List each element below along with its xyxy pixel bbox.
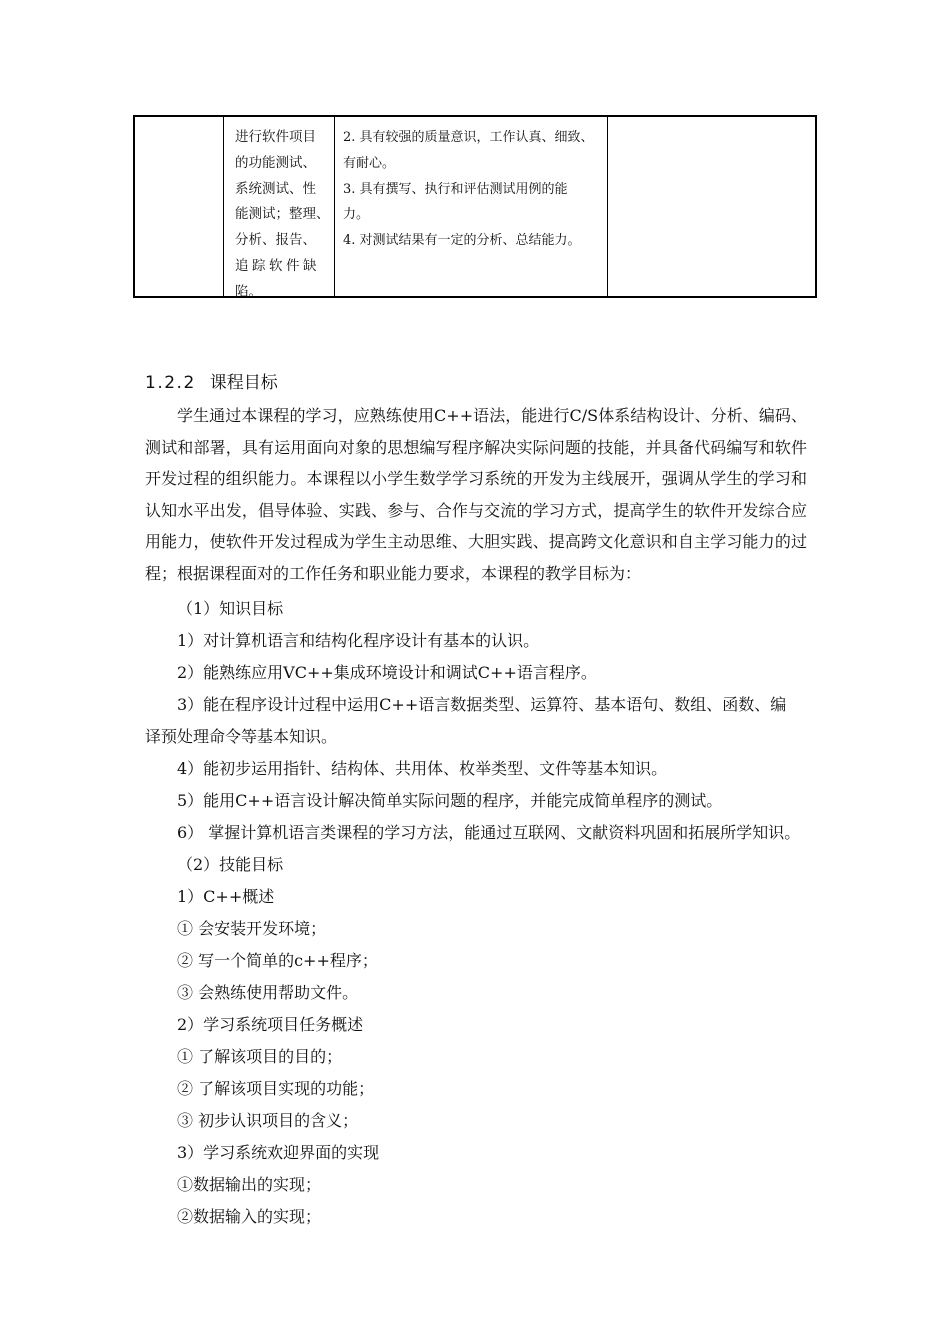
task-line: 进行软件项目 <box>235 129 316 145</box>
skill-goals-heading: （2）技能目标 <box>177 855 284 874</box>
ability-line: 4. 对测试结果有一定的分析、总结能力。 <box>343 233 581 249</box>
list-item: ① 会安装开发环境； <box>177 919 327 938</box>
list-item: ③ 会熟练使用帮助文件。 <box>177 983 359 1002</box>
list-item: 1）对计算机语言和结构化程序设计有基本的认识。 <box>177 631 540 650</box>
section-number: 1.2.2 <box>145 373 196 393</box>
section-title: 课程目标 <box>209 373 278 393</box>
list-item: 5）能用C++语言设计解决简单实际问题的程序，并能完成简单程序的测试。 <box>177 791 723 810</box>
list-item: ① 了解该项目的目的； <box>177 1047 343 1066</box>
task-line: 的功能测试、 <box>235 154 316 171</box>
requirements-table <box>133 115 817 298</box>
list-item: 4）能初步运用指针、结构体、共用体、枚举类型、文件等基本知识。 <box>177 759 668 778</box>
ability-line: 3. 具有撰写、执行和评估测试用例的能 <box>343 181 568 197</box>
table-cell-ability <box>335 117 608 296</box>
list-item: 3）能在程序设计过程中运用C++语言数据类型、运算符、基本语句、数组、函数、编 <box>177 695 787 714</box>
task-line: 系统测试、性 <box>235 180 316 197</box>
ability-line: 力。 <box>343 207 370 223</box>
task-line: 陷。 <box>235 283 262 300</box>
task-line: 能测试；整理、 <box>235 206 330 223</box>
list-item: 2）学习系统项目任务概述 <box>177 1015 364 1034</box>
list-item: 6） 掌握计算机语言类课程的学习方法，能通过互联网、文献资料巩固和拓展所学知识。 <box>177 823 801 842</box>
ability-line: 2. 具有较强的质量意识，工作认真、细致、 <box>343 130 594 145</box>
task-line: 追踪软件缺 <box>235 257 320 274</box>
list-item: ② 写一个简单的c++程序； <box>177 951 378 970</box>
list-item: ③ 初步认识项目的含义； <box>177 1111 359 1130</box>
section-heading <box>145 368 278 393</box>
table-cell-task <box>224 117 335 300</box>
list-item: 3）学习系统欢迎界面的实现 <box>177 1143 380 1162</box>
list-item-continuation: 译预处理命令等基本知识。 <box>145 727 338 746</box>
list-item: 2）能熟练应用VC++集成环境设计和调试C++语言程序。 <box>177 663 597 682</box>
list-item: ①数据输出的实现； <box>177 1175 322 1194</box>
table-cell-empty-right <box>608 117 815 296</box>
list-item: ② 了解该项目实现的功能； <box>177 1079 375 1098</box>
task-line: 分析、报告、 <box>235 232 316 249</box>
intro-paragraph: 学生通过本课程的学习，应熟练使用C++语法，能进行C/S体系结构设计、分析、编码、测试和部署，具有运用面向对象的思想编写程序解决实际问题的技能，并具备代码编写和软件开发过程的组织能力。本课程以小学生数学学习系统的开发为主线展开，强调从学生的学习和认知水平出发，倡导体验、实践、参与、合作与交流的学习方式，提高学生的软件开发综合应用能力，使软件开发过程成为学生主动思维、大胆实践、提高跨文化意识和自主学习能力的过程；根据课程面对的工作任务和职业能力要求，本课程的教学目标为： <box>145 406 807 583</box>
knowledge-goals-heading: （1）知识目标 <box>177 599 284 618</box>
ability-line: 有耐心。 <box>343 155 396 171</box>
list-item: ②数据输入的实现； <box>177 1207 322 1226</box>
table-cell-empty-left <box>135 117 224 296</box>
list-item: 1）C++概述 <box>177 887 275 906</box>
